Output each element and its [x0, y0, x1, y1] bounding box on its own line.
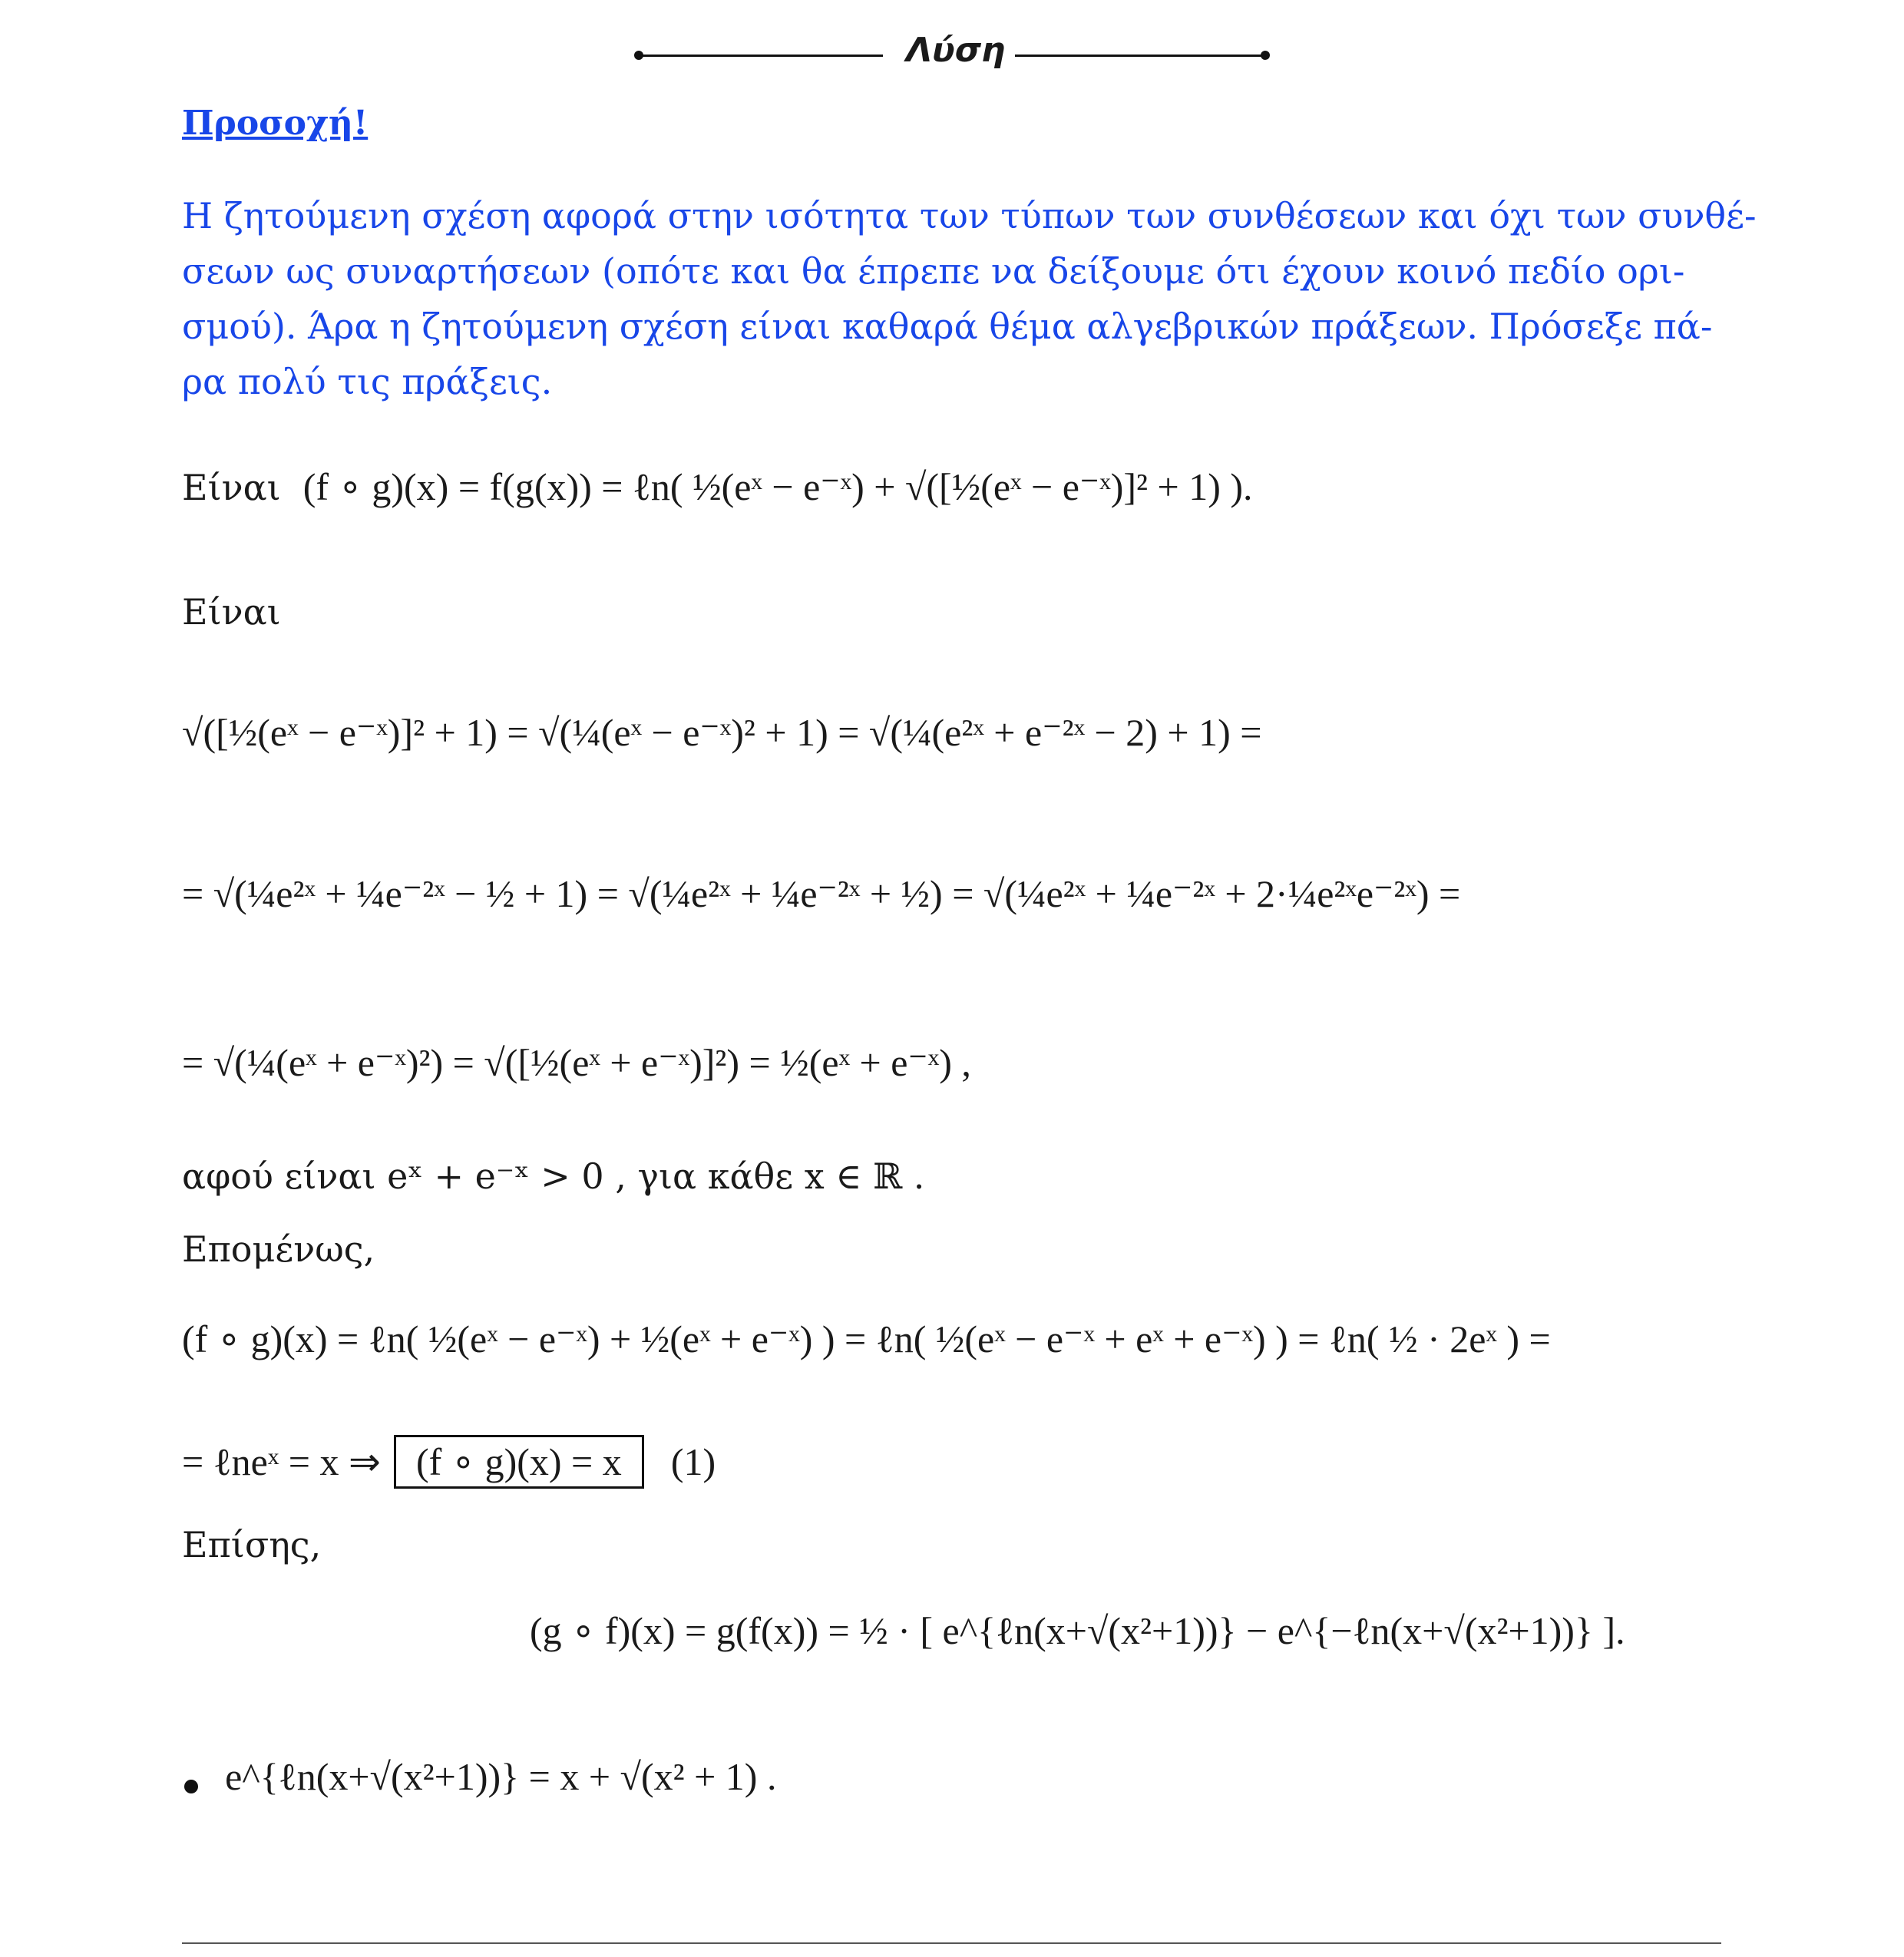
- note-line: σμού). Άρα η ζητούμενη σχέση είναι καθαρά θέμα αλγεβρικών πράξεων. Πρόσεξε πά-: [182, 306, 1713, 347]
- note-line: σεων ως συναρτήσεων (οπότε και θα έπρεπε να δείξουμε ότι έχουν κοινό πεδίο ορι-: [182, 250, 1685, 292]
- note-line: ρα πολύ τις πράξεις.: [182, 361, 553, 402]
- result-box: (f ∘ g)(x) = x: [394, 1435, 644, 1489]
- note-line: Η ζητούμενη σχέση αφορά στην ισότητα των τύπων των συνθέσεων και όχι των συνθέ-: [182, 195, 1757, 236]
- step-8-prefix: = ℓneˣ = x ⇒: [182, 1440, 381, 1483]
- step-6-word: Επομένως,: [182, 1228, 375, 1270]
- step-3-math: = √(¼e²ˣ + ¼e⁻²ˣ − ½ + 1) = √(¼e²ˣ + ¼e⁻²ˣ + ½) = √(¼e²ˣ + ¼e⁻²ˣ + 2·¼e²ˣe⁻²ˣ) =: [182, 872, 1461, 915]
- step-7-math: (f ∘ g)(x) = ℓn( ½(eˣ − e⁻ˣ) + ½(eˣ + e⁻ˣ) ) = ℓn( ½(eˣ − e⁻ˣ + eˣ + e⁻ˣ) ) = ℓn( ½ · 2eˣ ) =: [182, 1317, 1551, 1360]
- rule-right: [1015, 55, 1267, 57]
- step-1-word: Είναι: [182, 467, 281, 508]
- bullet-icon: [184, 1780, 198, 1793]
- step-8: [182, 1440, 716, 1484]
- step-11-math: e^{ℓn(x+√(x²+1))} = x + √(x² + 1) .: [225, 1755, 777, 1798]
- heading-title: Λύση: [906, 31, 1006, 70]
- equation-number: (1): [670, 1440, 716, 1483]
- bullet-item: [184, 1754, 776, 1799]
- step-9-word: Επίσης,: [182, 1524, 322, 1565]
- step-1: [182, 464, 1253, 509]
- step-4-math: = √(¼(eˣ + e⁻ˣ)²) = √([½(eˣ + e⁻ˣ)]²) = ½(eˣ + e⁻ˣ) ,: [182, 1041, 971, 1084]
- step-10-math: (g ∘ f)(x) = g(f(x)) = ½ · [ e^{ℓn(x+√(x²+1))} − e^{−ℓn(x+√(x²+1))} ].: [530, 1609, 1625, 1652]
- warning-note: [182, 188, 1757, 409]
- rule-left: [637, 55, 883, 57]
- step-2-math: √([½(eˣ − e⁻ˣ)]² + 1) = √(¼(eˣ − e⁻ˣ)² + 1) = √(¼(e²ˣ + e⁻²ˣ − 2) + 1) =: [182, 711, 1262, 754]
- section-heading: [637, 29, 1267, 83]
- step-5-text: αφού είναι eˣ + e⁻ˣ > 0 , για κάθε x ∈ ℝ .: [182, 1155, 925, 1197]
- step-2-word: Είναι: [182, 591, 281, 633]
- step-1-math: (f ∘ g)(x) = f(g(x)) = ℓn( ½(eˣ − e⁻ˣ) + √([½(eˣ − e⁻ˣ)]² + 1) ).: [302, 465, 1253, 508]
- rule-dot-right: [1261, 51, 1270, 60]
- warning-title: Προσοχή!: [182, 104, 369, 143]
- page-divider: [182, 1942, 1721, 1944]
